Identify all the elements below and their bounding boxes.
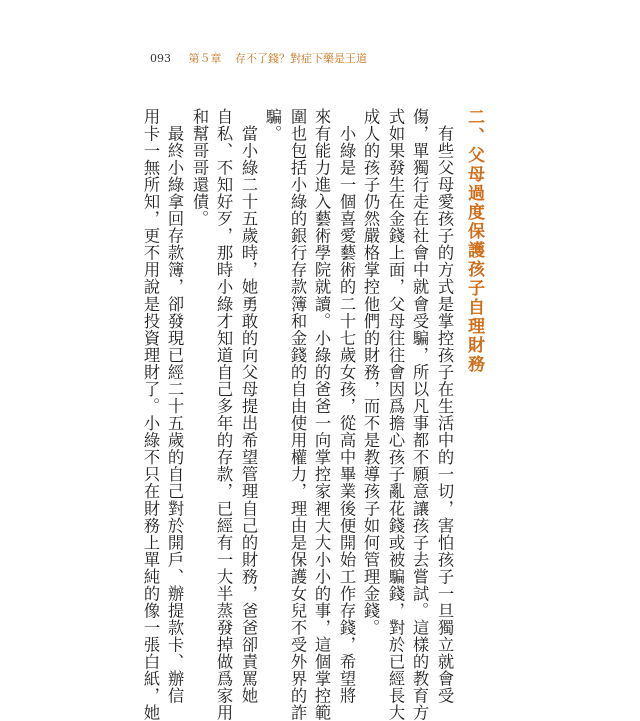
text-column: 成人的孩子仍然嚴格掌控他們的財務，而不是教導孩子如何管理金錢。 — [361, 108, 380, 637]
text-column: 式如果發生在金錢上面，父母往往會因爲擔心孩子亂花錢或被騙錢，對於已經長大 — [386, 108, 405, 721]
text-column: 和幫哥哥還債。 — [190, 108, 209, 228]
text-column: 圍也包括小綠的銀行存款簿和金錢的自由使用權力，理由是保護女兒不受外界的詐 — [288, 108, 307, 721]
text-column: 當小綠二十五歲時，她勇敢的向父母提出希望管理自己的財務，爸爸卻責罵她 — [239, 108, 258, 705]
section-title: 二、父母過度保護孩子自理財務 — [464, 108, 484, 374]
text-column: 傷，單獨行走在社會中就會受騙，所以凡事都不願意讓孩子去嘗試。這樣的教育方 — [410, 108, 429, 721]
text-column: 騙。 — [263, 108, 282, 143]
text-column: 來有能力進入藝術學院就讀。小綠的爸爸一向掌控家裡大大小小的事，這個掌控範 — [312, 108, 331, 721]
text-column: 用卡一無所知，更不用說是投資理財了。小綠不只在財務上單純的像一張白紙，她 — [141, 108, 160, 721]
page-number: 093 — [150, 52, 171, 65]
chapter-title: 存不了錢？對症下藥是王道 — [235, 52, 367, 65]
text-column: 自私、不知好歹，那時小綠才知道自己多年的存款，已經有一大半蒸發掉做爲家用 — [214, 108, 233, 721]
text-column: 最終小綠拿回存款簿，卻發現已經二十五歲的自己對於開戶、辦提款卡、辦信 — [165, 108, 184, 705]
text-column: 有些父母愛孩子的方式是掌控孩子在生活中的一切，害怕孩子一旦獨立就會受 — [435, 108, 454, 705]
text-column: 小綠是一個喜愛藝術的二十七歲女孩，從高中畢業後便開始工作存錢，希望將 — [337, 108, 356, 705]
running-header — [150, 52, 510, 66]
chapter-label: 第５章 — [188, 52, 222, 65]
